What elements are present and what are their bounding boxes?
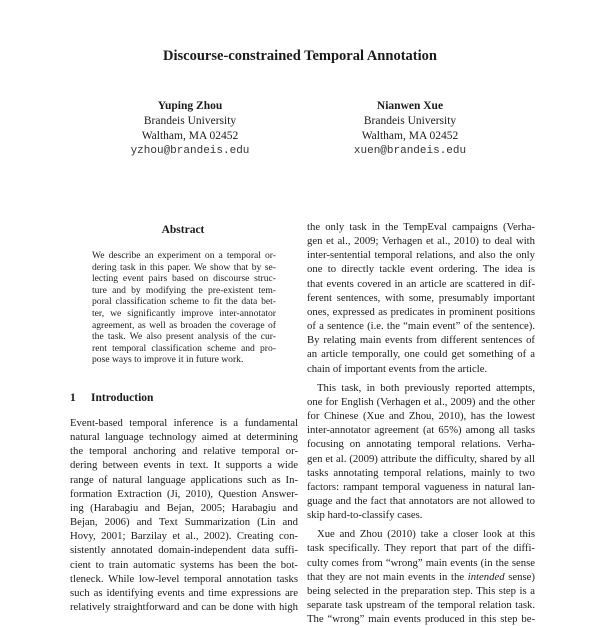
body-line: The “wrong” main events produced in this step be- (307, 613, 535, 626)
body-line: an article temporally, one could get something of a (307, 348, 535, 361)
abstract-line: ter, we significantly improve inter-annotator (92, 307, 276, 319)
author-affiliation: Brandeis University (363, 115, 457, 127)
abstract-line: the task. We also present analysis of the cur- (92, 331, 276, 343)
author-email: yzhou@brandeis.edu (130, 145, 250, 157)
body-line: being selected in the preparation step. This step is a (307, 584, 535, 597)
body-line: for Chinese (Xue and Zhou, 2010), has the lowest (307, 410, 535, 423)
body-line: ing (Harabagiu and Bejan, 2005; Harabagiu and (70, 501, 298, 514)
body-line: culty comes from “wrong” main events (in the sense (307, 556, 535, 569)
abstract-line: rent temporal classification scheme and pro- (92, 342, 276, 354)
abstract-line: ture and by modifying the pre-existent tem- (92, 284, 276, 296)
body-line: Xue and Zhou (2010) take a closer look at this (317, 528, 535, 541)
body-line: natural language technology aimed at determining (70, 431, 298, 444)
body-line: separate task upstream of the temporal relation task. (307, 599, 535, 612)
paper-title: Discourse-constrained Temporal Annotation (163, 48, 437, 64)
author-name: Yuping Zhou (157, 100, 223, 112)
author-address: Waltham, MA 02452 (361, 130, 459, 142)
body-line: relatively straightforward and can be done with high (70, 601, 298, 614)
body-text: sense) (504, 570, 535, 583)
body-line: the only task in the TempEval campaigns (Verha- (307, 221, 535, 233)
body-line: one for English (Verhagen et al., 2009) and the other (307, 395, 535, 408)
body-line: guage and the fact that annotators are not allowed to (307, 494, 535, 507)
abstract-line: We describe an experiment on a temporal or- (92, 250, 276, 261)
intro-column-right (307, 220, 535, 626)
body-line: range of natural language applications such as In- (70, 473, 298, 486)
body-line: tleneck. While low-level temporal annotation tasks (70, 572, 298, 585)
body-text: that they are not main events in the (307, 570, 468, 583)
intro-column-left (70, 416, 298, 614)
author-email: xuen@brandeis.edu (353, 145, 467, 157)
body-line: tasks annotating temporal relations, mainly to two (307, 466, 535, 479)
body-line: task specifically. They report that part of the diffi- (307, 542, 535, 555)
body-line: focusing on annotating temporal relations. Verha- (307, 438, 535, 451)
section-title: Introduction (91, 392, 154, 404)
body-line: ferent sentences, with some, presumably important (307, 291, 535, 304)
section-heading (70, 392, 153, 404)
author-block-2 (325, 99, 495, 159)
body-line: Event-based temporal inference is a fundamental (70, 417, 298, 429)
body-line: skip hard-to-classify cases. (307, 509, 423, 522)
body-line: that events covered in an article are scattered in dif- (307, 277, 535, 290)
author-block-1 (105, 99, 275, 159)
body-line: ones, expressed as predicates in prominent positions (307, 305, 535, 318)
abstract-heading: Abstract (161, 224, 205, 236)
body-line: of a sentence (i.e. the “main event” of the sentence). (307, 320, 535, 333)
body-line: Hovy, 2001; Barzilay et al., 2002). Creating con- (70, 530, 298, 543)
body-line: one to directly tackle event ordering. The idea is (307, 263, 535, 276)
author-name: Nianwen Xue (376, 100, 444, 112)
body-line: This task, in both previously reported attempts, (317, 381, 535, 394)
body-line (307, 570, 535, 584)
abstract-line: pose ways to improve it in future work. (92, 354, 244, 366)
body-line: inter-sentential temporal relations, and also the only (307, 249, 535, 262)
body-line: formation Extraction (Ji, 2010), Question Answer- (70, 487, 298, 500)
body-line: Bejan, 2006) and Text Summarization (Lin and (70, 516, 298, 529)
abstract-line: lecting event pairs based on discourse struc- (92, 273, 276, 285)
abstract-line: dering task in this paper. We show that by se- (92, 261, 276, 273)
section-number: 1 (70, 392, 76, 404)
body-line: dering between events in text. It supports a wide (70, 459, 298, 472)
body-line: sistently annotated domain-independent data suffi- (70, 544, 298, 557)
body-line: inter-annotator agreement (at 65%) among all tasks (307, 424, 535, 437)
abstract-line: agreement, as well as broaden the coverage of (92, 319, 276, 331)
body-line: the temporal anchoring and relative temporal or- (70, 445, 298, 458)
author-affiliation: Brandeis University (143, 115, 237, 127)
author-address: Waltham, MA 02452 (141, 130, 239, 142)
body-line: gen et al., 2009; Verhagen et al., 2010) to deal with (307, 235, 535, 248)
body-line: cient to train automatic systems has been the bot- (70, 558, 298, 571)
abstract-line: poral classification scheme to fit the data bet- (92, 296, 276, 308)
abstract-body (92, 250, 276, 366)
body-line: By relating main events from different sentences of (307, 334, 535, 347)
body-line: such as identifying events and time expressions are (70, 586, 298, 599)
body-line: factors: rampant temporal vagueness in natural lan- (307, 480, 535, 493)
body-line: chain of important events from the article. (307, 362, 488, 375)
emphasis-text: intended (467, 570, 505, 583)
body-line: gen et al. (2009) attribute the difficulty, shared by all (307, 452, 535, 465)
